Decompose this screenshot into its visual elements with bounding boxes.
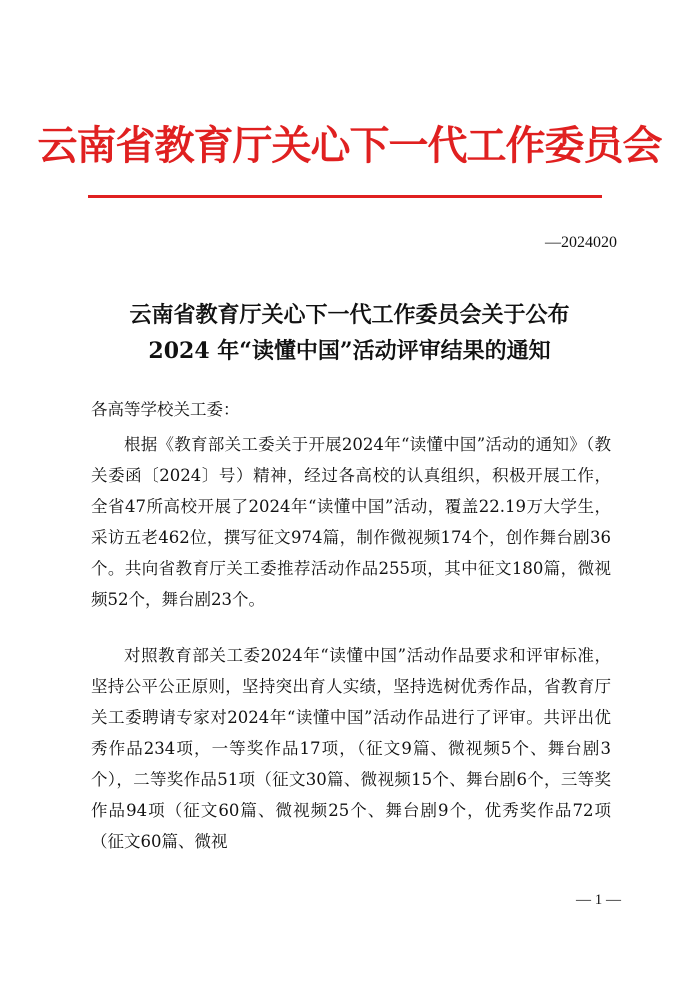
document-title-line-2: 2024 年“读懂中国”活动评审结果的通知	[148, 338, 551, 364]
body-paragraph-1: 根据《教育部关工委关于开展2024年“读懂中国”活动的通知》（教关委函〔2024〕号）精神，经过各高校的认真组织，积极开展工作，全省47所高校开展了2024年“读懂中国”活动，覆盖22.19万大学生，采访五老462位，撰写征文974篇，制作微视频174个，创作舞台剧36个。共向省教育厅关工委推荐活动作品255项，其中征文180篇，微视频52个，舞台剧23个。	[91, 435, 611, 609]
document-title	[0, 297, 699, 369]
body-paragraph-2: 对照教育部关工委2024年“读懂中国”活动作品要求和评审标准，坚持公平公正原则，坚持突出育人实绩，坚持选树优秀作品，省教育厅关工委聘请专家对2024年“读懂中国”活动作品进行了评审。共评出优秀作品234项，一等奖作品17项，（征文9篇、微视频5个、舞台剧3个），二等奖作品51项（征文30篇、微视频15个、舞台剧6个，三等奖作品94项（征文60篇、微视频25个、舞台剧9个，优秀奖作品72项（征文60篇、微视	[91, 646, 611, 851]
document-title-line-1: 云南省教育厅关心下一代工作委员会关于公布	[129, 302, 570, 328]
page-number: — 1 —	[576, 892, 621, 908]
document-number: —2024020	[545, 234, 617, 251]
letterhead-title: 云南省教育厅关心下一代工作委员会	[37, 122, 662, 169]
letterhead-red-rule	[88, 195, 602, 198]
salutation: 各高等学校关工委：	[91, 400, 240, 419]
